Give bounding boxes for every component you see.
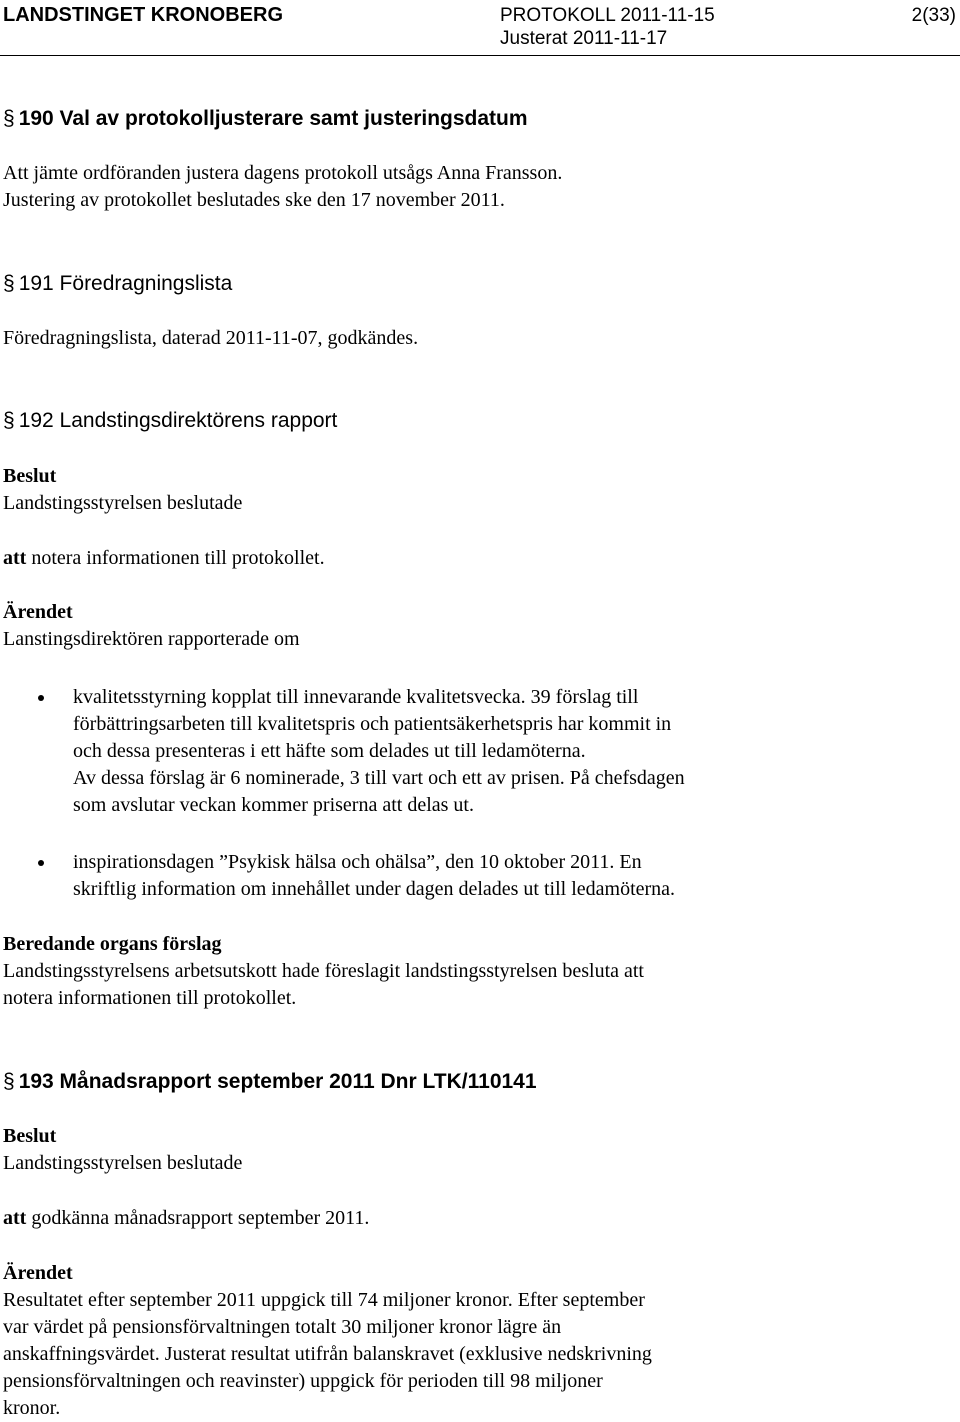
page-header <box>0 0 960 50</box>
adjusted-date: Justerat 2011-11-17 <box>500 28 668 49</box>
s193-att: att godkänna månadsrapport september 2011. <box>3 1207 370 1229</box>
s192-beredande: Beredande organs förslag Landstingsstyrelsens arbetsutskott hade föreslagit landstingsstyrelsen besluta att notera informationen till protokollet. <box>3 931 940 1012</box>
beslut-label: Beslut <box>3 465 57 487</box>
beredande-label: Beredande organs förslag <box>3 933 222 955</box>
organization-name: LANDSTINGET KRONOBERG <box>3 4 283 26</box>
section-sign-icon: § <box>3 409 15 432</box>
list-item: inspirationsdagen ”Psykisk hälsa och ohälsa”, den 10 oktober 2011. En skriftlig information om innehållet under dagen delades ut till ledamöterna. <box>0 849 930 903</box>
protocol-date: PROTOKOLL 2011-11-15 <box>500 5 715 26</box>
beslut-label: Beslut <box>3 1125 57 1147</box>
section-sign-icon: § <box>3 272 15 295</box>
arendet-label: Ärendet <box>3 601 73 623</box>
bullet-icon <box>38 695 44 701</box>
s193-arendet: Ärendet Resultatet efter september 2011 uppgick till 74 miljoner kronor. Efter september var värdet på pensionsförvaltningen totalt 30 miljoner kronor lägre än anskaffningsvärdet. Justerat resultat utifrån balanskravet (exklusive nedskrivning pensionsförvaltningen och reavinster) uppgick för perioden till 98 miljoner kronor. <box>3 1260 940 1422</box>
s192-arendet <box>3 599 940 653</box>
heading-191: § 191 Föredragningslista <box>3 272 233 295</box>
arendet-text: Lanstingsdirektören rapporterade om <box>3 628 300 650</box>
s192-att: att notera informationen till protokollet. <box>3 547 325 569</box>
header-divider <box>0 55 960 56</box>
section-sign-icon: § <box>3 107 15 130</box>
list-item: kvalitetsstyrning kopplat till innevarande kvalitetsvecka. 39 förslag till förbättringsarbeten till kvalitetspris och patientsäkerhetspris har kommit in och dessa presenteras i ett häfte som delades ut till ledamöterna. Av dessa förslag är 6 nominerade, 3 till vart och ett av prisen. På chefsdagen som avslutar veckan kommer priserna att delas ut. <box>0 684 930 819</box>
section-sign-icon: § <box>3 1070 15 1093</box>
s192-bullets <box>0 684 930 819</box>
s193-beslut <box>3 1123 940 1177</box>
page-number: 2(33) <box>911 5 956 26</box>
heading-192: § 192 Landstingsdirektörens rapport <box>3 409 338 432</box>
s192-bullets-2 <box>0 849 930 903</box>
beslut-text: Landstingsstyrelsen beslutade <box>3 492 243 514</box>
beslut-text: Landstingsstyrelsen beslutade <box>3 1152 243 1174</box>
bullet-icon <box>38 860 44 866</box>
heading-190: § 190 Val av protokolljusterare samt justeringsdatum <box>3 107 528 130</box>
s191-text: Föredragningslista, daterad 2011-11-07, godkändes. <box>3 327 419 349</box>
heading-193: § 193 Månadsrapport september 2011 Dnr LTK/110141 <box>3 1070 537 1093</box>
arendet-label: Ärendet <box>3 1262 73 1284</box>
s190-text: Att jämte ordföranden justera dagens protokoll utsågs Anna Fransson. Justering av protokollet beslutades ske den 17 november 2011. <box>3 162 563 211</box>
s192-beslut <box>3 463 940 517</box>
